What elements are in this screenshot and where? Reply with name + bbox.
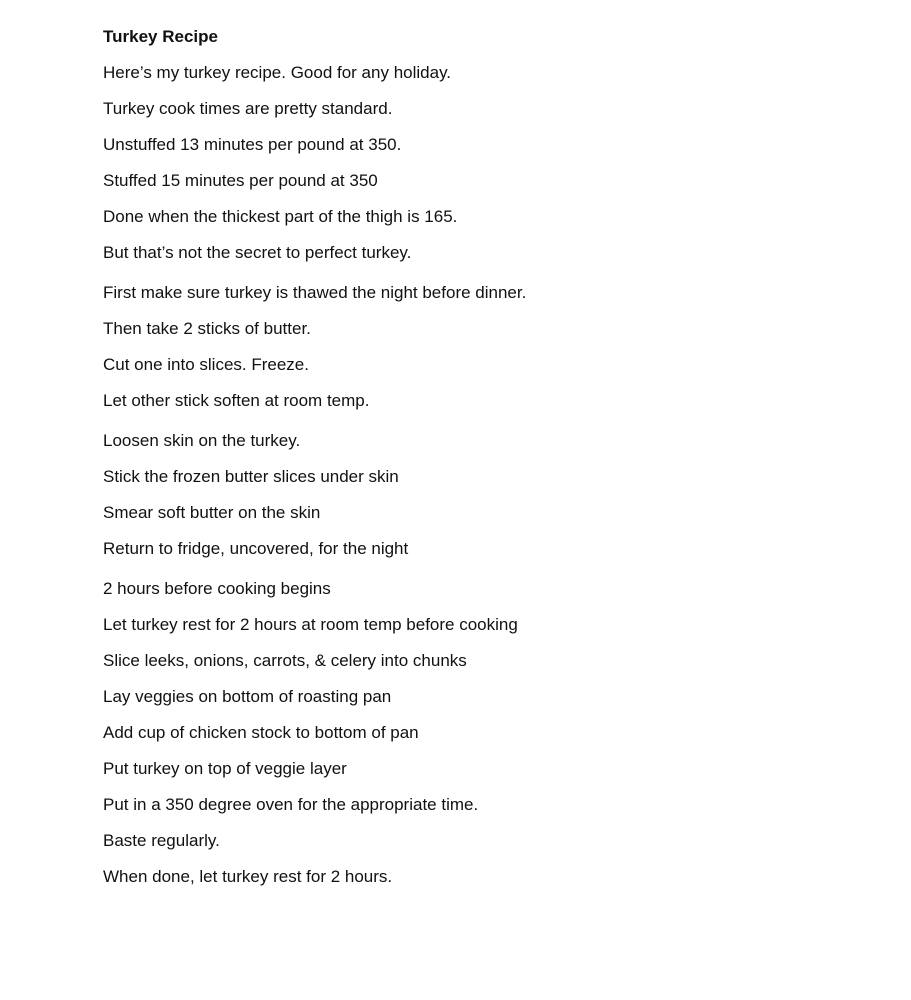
text-line: Done when the thickest part of the thigh is 165. [103, 207, 458, 226]
text-line: Add cup of chicken stock to bottom of pan [103, 723, 419, 742]
text-line: Put in a 350 degree oven for the appropriate time. [103, 795, 479, 814]
text-line: Let other stick soften at room temp. [103, 391, 370, 410]
section-cook-times [103, 62, 883, 264]
text-line: 2 hours before cooking begins [103, 579, 331, 598]
text-line: But that’s not the secret to perfect turkey. [103, 243, 412, 262]
text-line: When done, let turkey rest for 2 hours. [103, 867, 393, 886]
text-line: Then take 2 sticks of butter. [103, 319, 311, 338]
text-line: Unstuffed 13 minutes per pound at 350. [103, 135, 402, 154]
text-line: Lay veggies on bottom of roasting pan [103, 687, 392, 706]
text-line: Here’s my turkey recipe. Good for any holiday. [103, 63, 452, 82]
text-line: Cut one into slices. Freeze. [103, 355, 309, 374]
document-title: Turkey Recipe [103, 27, 218, 46]
text-line: Stick the frozen butter slices under skin [103, 467, 399, 486]
section-skin-prep [103, 430, 883, 560]
text-line: Stuffed 15 minutes per pound at 350 [103, 171, 378, 190]
text-line: Slice leeks, onions, carrots, & celery into chunks [103, 651, 467, 670]
document-body [103, 26, 883, 902]
section-butter-prep [103, 282, 883, 412]
text-line: Put turkey on top of veggie layer [103, 759, 347, 778]
text-line: Baste regularly. [103, 831, 220, 850]
text-line: First make sure turkey is thawed the night before dinner. [103, 283, 527, 302]
text-line: Smear soft butter on the skin [103, 503, 321, 522]
text-line: Let turkey rest for 2 hours at room temp before cooking [103, 615, 518, 634]
text-line: Return to fridge, uncovered, for the night [103, 539, 409, 558]
text-line: Turkey cook times are pretty standard. [103, 99, 393, 118]
section-cooking [103, 578, 883, 888]
text-line: Loosen skin on the turkey. [103, 431, 301, 450]
